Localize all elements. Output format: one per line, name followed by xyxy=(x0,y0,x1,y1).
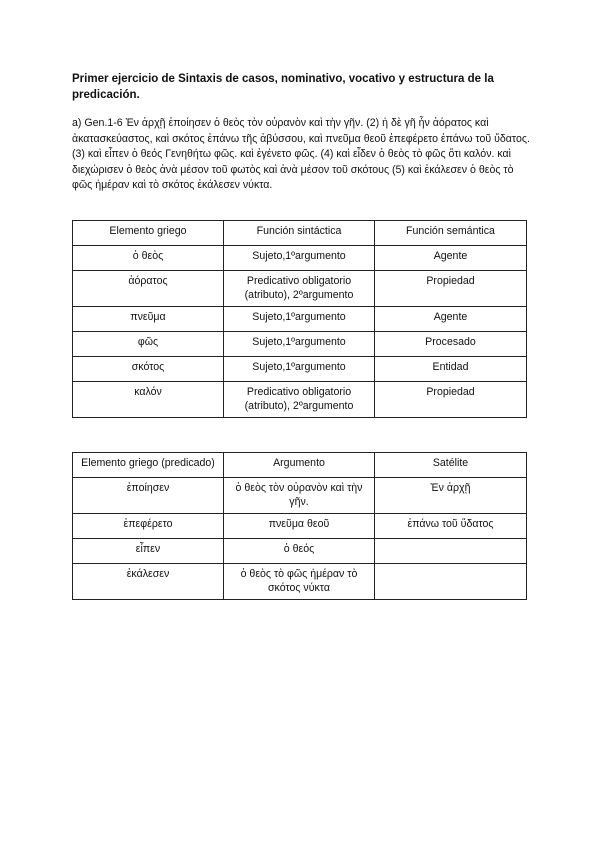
syntactic-function-cell: Predicativo obligatorio (atributo), 2ºargumento xyxy=(224,271,375,307)
predicate-cell: εἶπεν xyxy=(73,539,224,564)
syntactic-function-cell: Sujeto,1ºargumento xyxy=(224,307,375,332)
semantic-function-cell: Propiedad xyxy=(375,271,527,307)
satellite-cell: ἐπάνω τοῦ ὕδατος xyxy=(375,514,527,539)
table-row xyxy=(73,382,527,418)
argument-cell: ὁ θεὸς τὸν οὐρανὸν καὶ τὴν γῆν. xyxy=(224,478,375,514)
argument-cell: ὁ θεός xyxy=(224,539,375,564)
syntactic-function-cell: Sujeto,1ºargumento xyxy=(224,246,375,271)
semantic-function-cell: Entidad xyxy=(375,357,527,382)
table-row xyxy=(73,246,527,271)
predicate-cell: ἐποίησεν xyxy=(73,478,224,514)
document-title: Primer ejercicio de Sintaxis de casos, nominativo, vocativo y estructura de la predicación. xyxy=(72,73,494,101)
semantic-function-cell: Procesado xyxy=(375,332,527,357)
table-header-row xyxy=(73,453,527,478)
table-row xyxy=(73,564,527,600)
semantic-function-cell: Agente xyxy=(375,307,527,332)
syntactic-function-cell: Sujeto,1ºargumento xyxy=(224,357,375,382)
header-cell: Argumento xyxy=(224,453,375,478)
greek-element-cell: σκότος xyxy=(73,357,224,382)
table-row xyxy=(73,539,527,564)
greek-element-cell: ὁ θεὸς xyxy=(73,246,224,271)
header-cell: Función semántica xyxy=(375,221,527,246)
semantic-function-cell: Agente xyxy=(375,246,527,271)
table-row xyxy=(73,271,527,307)
predication-table xyxy=(72,452,527,600)
header-cell: Elemento griego (predicado) xyxy=(73,453,224,478)
greek-element-cell: ἀόρατος xyxy=(73,271,224,307)
table-row xyxy=(73,307,527,332)
argument-cell: πνεῦμα θεοῦ xyxy=(224,514,375,539)
table-row xyxy=(73,357,527,382)
greek-passage: a) Gen.1-6 Ἐν ἀρχῇ ἐποίησεν ὁ θεὸς τὸν οὐρανὸν καὶ τὴν γῆν. (2) ἡ δὲ γῆ ἦν ἀόρατος καὶ ἀκατασκεύαστος, καὶ σκότος ἐπάνω τῆς ἀβύσσου, καὶ πνεῦμα θεοῦ ἐπεφέρετο ἐπάνω τοῦ ὕδατος. (3) καὶ εἶπεν ὁ θεός Γενηθήτω φῶς. καὶ ἐγένετο φῶς. (4) καὶ εἶδεν ὁ θεὸς τὸ φῶς ὅτι καλόν. καὶ διεχώρισεν ὁ θεὸς ἀνὰ μέσον τοῦ φωτὸς καὶ ἀνὰ μέσον τοῦ σκότους (5) καὶ ἐκάλεσεν ὁ θεὸς τὸ φῶς ἡμέραν καὶ τὸ σκότος ἐκάλεσεν νύκτα. xyxy=(72,117,530,191)
header-cell: Satélite xyxy=(375,453,527,478)
table-row xyxy=(73,478,527,514)
table-row xyxy=(73,332,527,357)
table-row xyxy=(73,514,527,539)
argument-cell: ὁ θεὸς τὸ φῶς ἡμέραν τὸ σκότος νύκτα xyxy=(224,564,375,600)
syntactic-function-cell: Predicativo obligatorio (atributo), 2ºargumento xyxy=(224,382,375,418)
syntactic-function-cell: Sujeto,1ºargumento xyxy=(224,332,375,357)
header-cell: Función sintáctica xyxy=(224,221,375,246)
greek-element-cell: πνεῦμα xyxy=(73,307,224,332)
header-cell: Elemento griego xyxy=(73,221,224,246)
satellite-cell: Ἐν ἀρχῇ xyxy=(375,478,527,514)
table-header-row xyxy=(73,221,527,246)
satellite-cell xyxy=(375,539,527,564)
greek-element-cell: φῶς xyxy=(73,332,224,357)
greek-element-cell: καλόν xyxy=(73,382,224,418)
predicate-cell: ἐκάλεσεν xyxy=(73,564,224,600)
satellite-cell xyxy=(375,564,527,600)
semantic-function-cell: Propiedad xyxy=(375,382,527,418)
predicate-cell: ἐπεφέρετο xyxy=(73,514,224,539)
syntax-table xyxy=(72,220,527,418)
